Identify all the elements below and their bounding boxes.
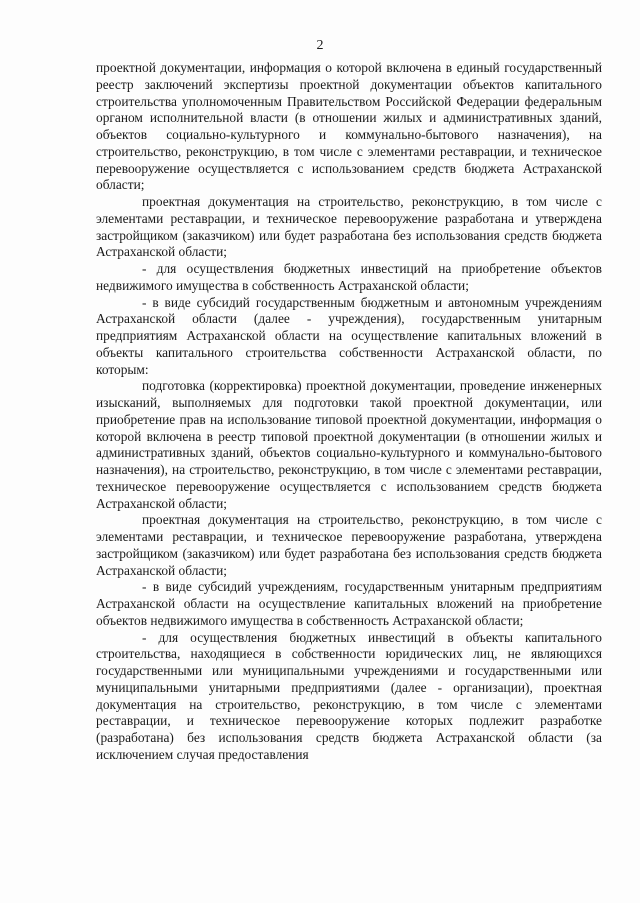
paragraph: - для осуществления бюджетных инвестиций на приобретение объектов недвижимого имущества в собственность Астраханской области; bbox=[96, 261, 602, 293]
paragraph: проектной документации, информация о которой включена в единый государственный реестр заключений экспертизы проектной документации объектов капитального строительства уполномоченным Правительством Российской Федерации федеральным органом исполнительной власти (в отношении жилых и административных зданий, объектов социально-культурного и коммунально-бытового назначения), на строительство, реконструкцию, в том числе с элементами реставрации, и техническое перевооружение осуществляется с использованием средств бюджета Астраханской области; bbox=[96, 60, 602, 193]
paragraph: - для осуществления бюджетных инвестиций в объекты капитального строительства, находящиеся в собственности юридических лиц, не являющихся государственными или муниципальными учреждениями и государственными или муниципальными унитарными предприятиями (далее - организации), проектная документация на строительство, реконструкцию, в том числе с элементами реставрации, и техническое перевооружение которых подлежит разработке (разработана) без использования средств бюджета Астраханской области (за исключением случая предоставления bbox=[96, 629, 602, 762]
document-body bbox=[96, 60, 602, 764]
paragraph: - в виде субсидий учреждениям, государственным унитарным предприятиям Астраханской области на осуществление капитальных вложений на приобретение объектов недвижимого имущества в собственность Астраханской области; bbox=[96, 579, 602, 628]
paragraph: проектная документация на строительство, реконструкцию, в том числе с элементами реставрации, и техническое перевооружение разработана, утверждена застройщиком (заказчиком) или будет разработана без использования средств бюджета Астраханской области; bbox=[96, 512, 602, 578]
paragraph: подготовка (корректировка) проектной документации, проведение инженерных изысканий, выполняемых для подготовки такой проектной документации, или приобретение прав на использование типовой проектной документации, информация о которой включена в реестр типовой проектной документации (в отношении жилых и административных зданий, объектов социально-культурного и коммунально-бытового назначения), на строительство, реконструкцию, в том числе с элементами реставрации, техническое перевооружение осуществляется с использованием средств бюджета Астраханской области; bbox=[96, 378, 602, 511]
page-number: 2 bbox=[316, 38, 324, 53]
paragraph: проектная документация на строительство, реконструкцию, в том числе с элементами реставрации, и техническое перевооружение разработана и утверждена застройщиком (заказчиком) или будет разработана без использования средств бюджета Астраханской области; bbox=[96, 194, 602, 260]
paragraph: - в виде субсидий государственным бюджетным и автономным учреждениям Астраханской области (далее - учреждения), государственным унитарным предприятиям Астраханской области на осуществление капитальных вложений в объекты капитального строительства собственности Астраханской области, по которым: bbox=[96, 294, 602, 377]
